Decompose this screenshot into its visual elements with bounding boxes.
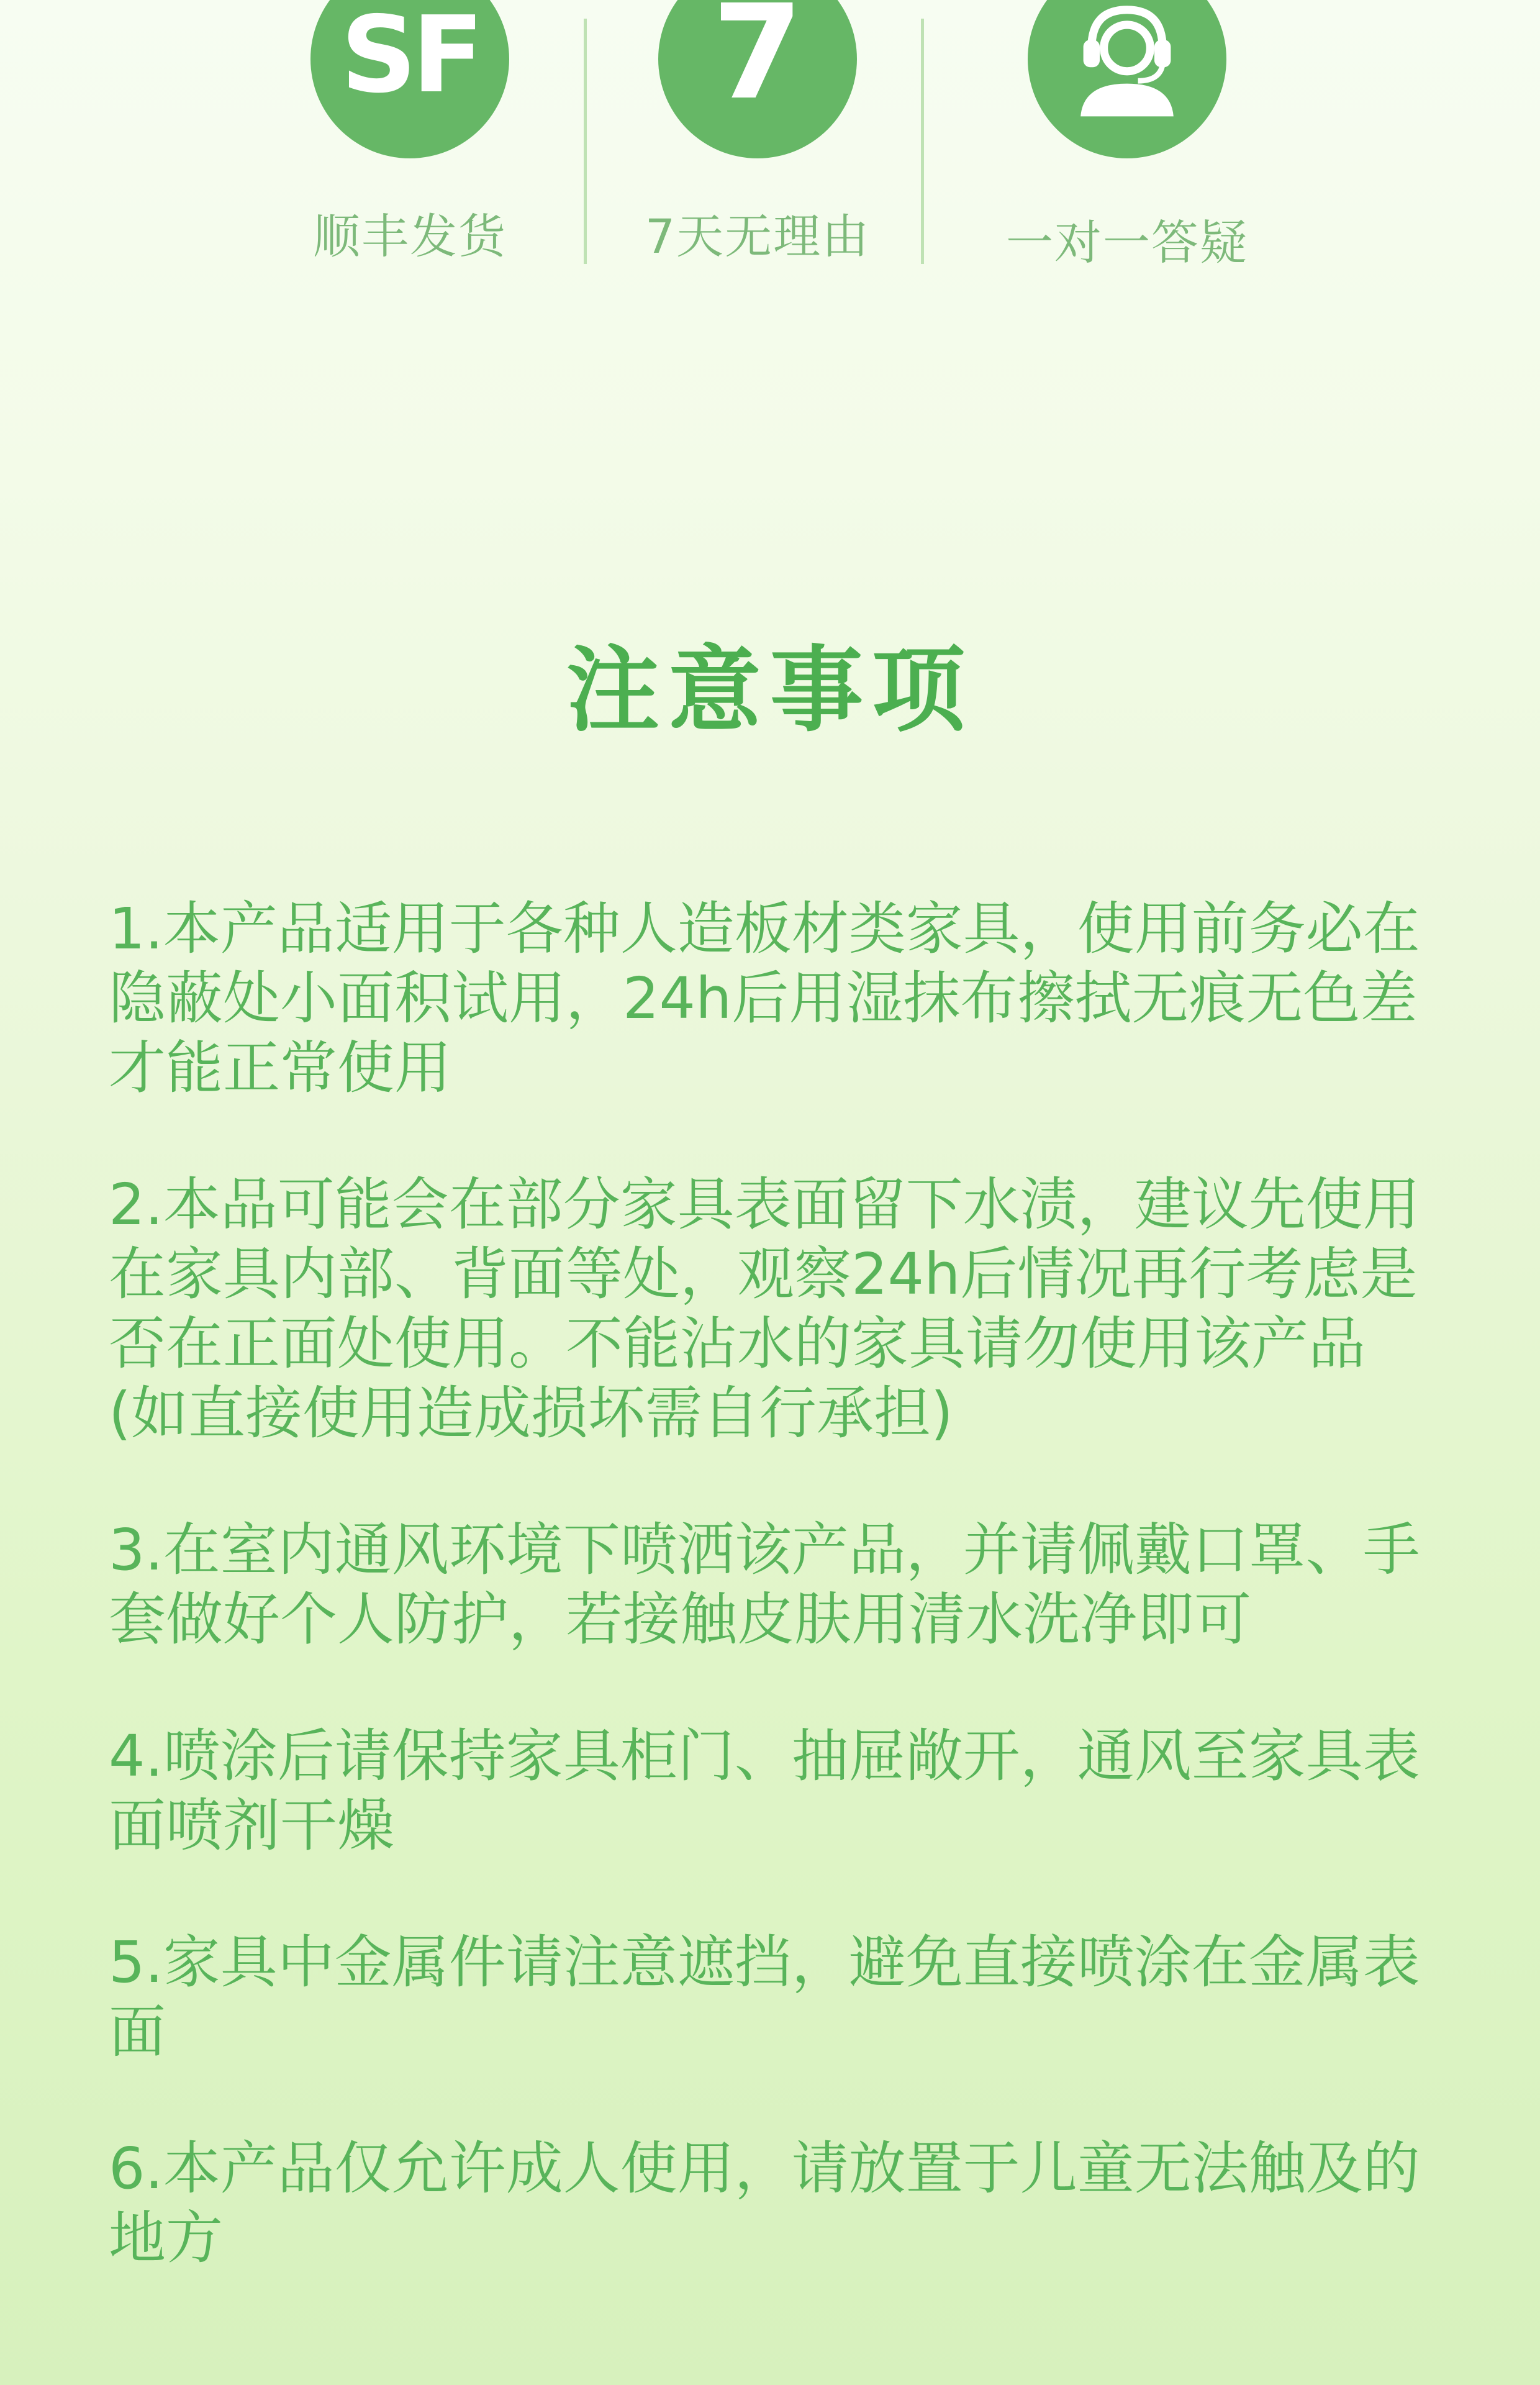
note-item: 2.本品可能会在部分家具表面留下水渍，建议先使用在家具内部、背面等处，观察24h后情况再行考虑是否在正面处使用。不能沾水的家具请勿使用该产品(如直接使用造成损坏需自行承担) (109, 1171, 1420, 1447)
note-item: 1.本产品适用于各种人造板材类家具，使用前务必在隐蔽处小面积试用，24h后用湿抹布擦拭无痕无色差才能正常使用 (109, 896, 1420, 1101)
feature-one-on-one-support (966, 0, 1289, 273)
feature-seven-day-return (596, 0, 919, 273)
note-item: 5.家具中金属件请注意遮挡，避免直接喷涂在金属表面 (109, 1929, 1420, 2065)
feature-divider (584, 19, 587, 264)
service-features (0, 0, 1540, 273)
page-title: 注意事项 (566, 637, 974, 745)
note-item: 3.在室内通风环境下喷洒该产品，并请佩戴口罩、手套做好个人防护，若接触皮肤用清水洗净即可 (109, 1517, 1420, 1653)
feature-divider (921, 19, 924, 264)
sf-badge-text: SF (340, 0, 479, 117)
headset-person-icon (1059, 0, 1195, 127)
note-item: 6.本产品仅允许成人使用，请放置于儿童无法触及的地方 (109, 2135, 1420, 2271)
note-item: 4.喷涂后请保持家具柜门、抽屉敞开，通风至家具表面喷剂干燥 (109, 1723, 1420, 1859)
feature-label-sf-shipping: 顺丰发货 (313, 209, 507, 264)
feature-label-one-on-one-support: 一对一答疑 (1006, 215, 1248, 270)
seven-badge-text: 7 (712, 0, 804, 129)
notes-list (109, 894, 1444, 2273)
feature-sf-shipping (248, 0, 571, 273)
sf-express-logo-icon (310, 0, 509, 158)
seven-days-icon (658, 0, 857, 158)
customer-service-headset-icon (1028, 0, 1226, 158)
feature-label-seven-day-return: 7天无理由 (645, 209, 871, 264)
